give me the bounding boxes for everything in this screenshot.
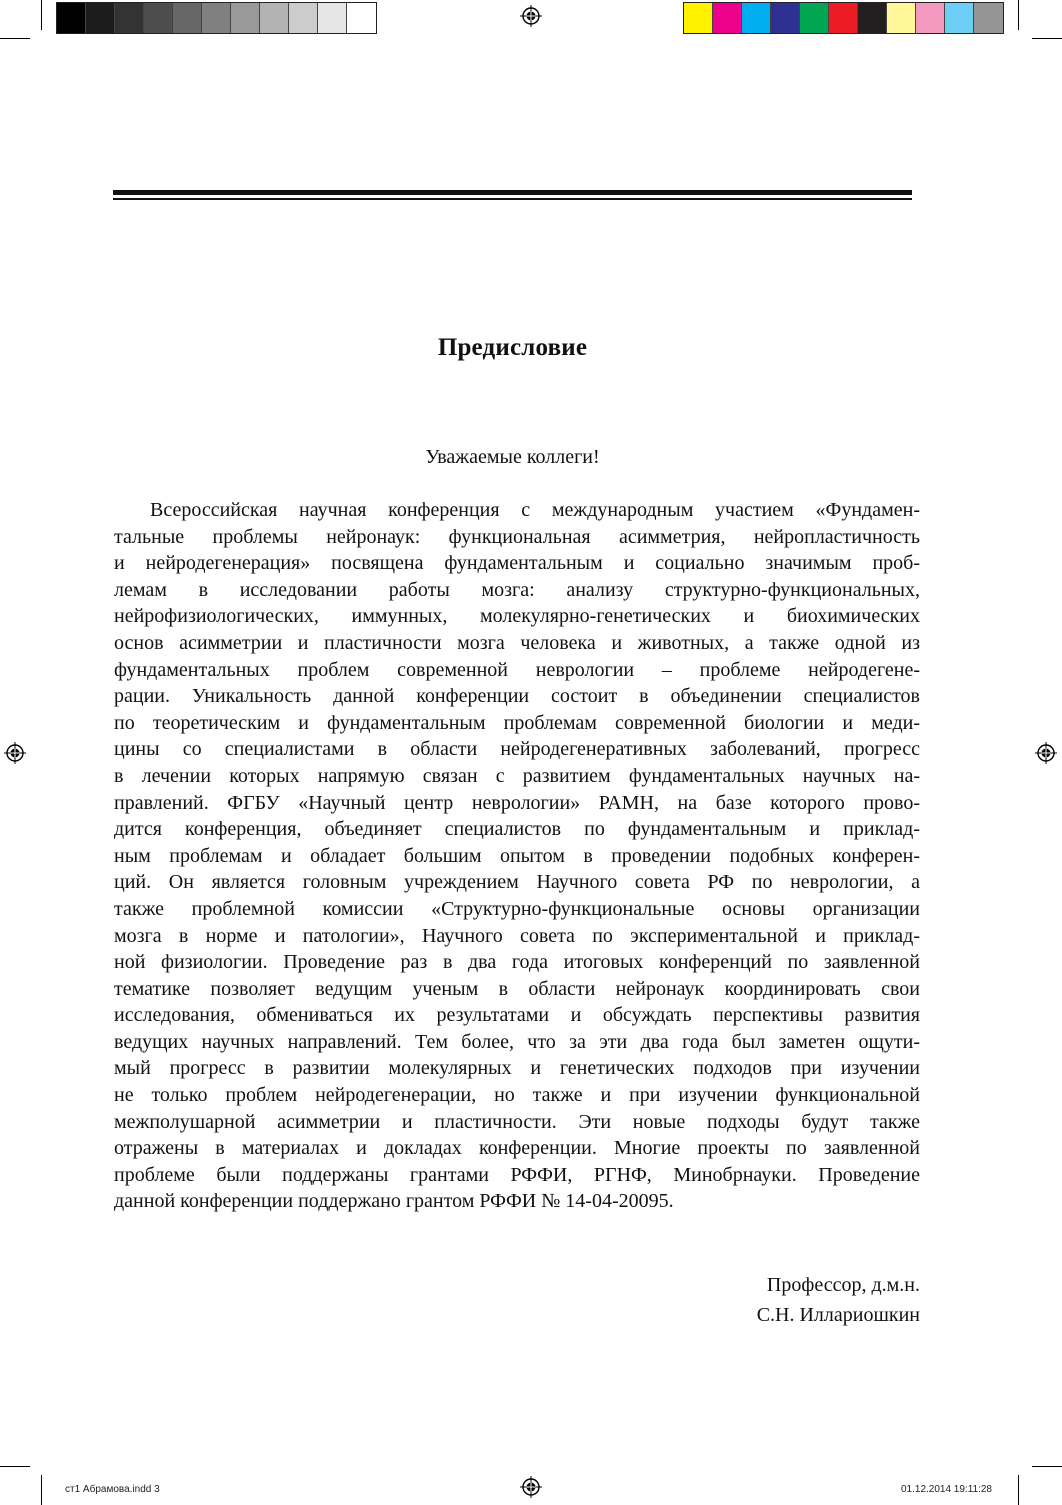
text-line: и нейродегенерация» посвящена фундаментальным и социально значимым проб-	[114, 552, 920, 575]
color-swatch	[684, 3, 713, 33]
gray-swatch	[115, 3, 144, 33]
color-swatch	[771, 3, 800, 33]
text-line: нейрофизиологических, иммунных, молекулярно-генетических и биохимических	[114, 605, 920, 628]
text-line: по теоретическим и фундаментальным проблемам современной биологии и меди-	[114, 711, 920, 734]
text-line: мый прогресс в развитии молекулярных и генетических подходов при изучении	[114, 1057, 920, 1080]
registration-mark-icon	[4, 742, 26, 764]
color-swatch	[945, 3, 974, 33]
greeting: Уважаемые коллеги!	[425, 446, 600, 468]
text-line: не только проблем нейродегенерации, но также и при изучении функциональной	[114, 1084, 920, 1107]
signature-name: С.Н. Иллариошкин	[756, 1304, 920, 1326]
color-swatch	[974, 3, 1003, 33]
color-swatch	[829, 3, 858, 33]
gray-swatch	[231, 3, 260, 33]
text-line: ной физиологии. Проведение раз в два года итоговых конференций по заявленной	[114, 951, 920, 974]
grayscale-calibration-bar	[56, 2, 377, 34]
text-line: тематике позволяет ведущим ученым в области нейронаук координировать свои	[114, 977, 920, 1000]
footer-file-name: ст1 Абрамова.indd 3	[65, 1484, 160, 1495]
gray-swatch	[347, 3, 376, 33]
text-line: данной конференции поддержано грантом РФФИ № 14-04-20095.	[114, 1190, 674, 1213]
crop-mark	[1018, 1475, 1019, 1505]
registration-mark-icon	[1035, 742, 1057, 764]
text-line: правлений. ФГБУ «Научный центр неврологии» РАМН, на базе которого прово-	[114, 791, 920, 814]
text-line: исследования, обмениваться их результатами и обсуждать перспективы развития	[114, 1004, 920, 1027]
color-swatch	[742, 3, 771, 33]
color-swatch	[800, 3, 829, 33]
gray-swatch	[202, 3, 231, 33]
crop-mark	[0, 1466, 30, 1467]
color-swatch	[713, 3, 742, 33]
text-line: рации. Уникальность данной конференции состоит в объединении специалистов	[114, 685, 920, 708]
gray-swatch	[86, 3, 115, 33]
color-swatch	[887, 3, 916, 33]
text-line: Всероссийская научная конференция с международным участием «Фундамен-	[150, 499, 920, 521]
signature-block	[757, 1270, 920, 1330]
color-calibration-bar	[683, 2, 1004, 34]
header-rule-thick	[113, 190, 912, 195]
gray-swatch	[289, 3, 318, 33]
footer-timestamp: 01.12.2014 19:11:28	[900, 1484, 992, 1495]
text-line: лемам в исследовании работы мозга: анализу структурно-функциональных,	[114, 578, 920, 601]
crop-mark	[1032, 1466, 1062, 1467]
color-swatch	[858, 3, 887, 33]
text-line: фундаментальных проблем современной неврологии – проблеме нейродегене-	[114, 658, 920, 681]
text-line: отражены в материалах и докладах конференции. Многие проекты по заявленной	[114, 1137, 920, 1160]
text-line: также проблемной комиссии «Структурно-функциональные основы организации	[114, 897, 920, 920]
text-line: ций. Он является головным учреждением Научного совета РФ по неврологии, а	[114, 871, 920, 894]
text-line: цины со специалистами в области нейродегенеративных заболеваний, прогресс	[114, 738, 920, 761]
text-line: ным проблемам и обладает большим опытом в проведении подобных конферен-	[114, 844, 920, 867]
text-line: ведущих научных направлений. Тем более, что за эти два года был заметен ощути-	[114, 1030, 920, 1053]
header-rule-thin	[113, 198, 912, 200]
body-paragraph	[114, 497, 920, 1215]
text-line: в лечении которых напрямую связан с развитием фундаментальных научных на-	[114, 764, 920, 787]
text-line: основ асимметрии и пластичности мозга человека и животных, а также одной из	[114, 631, 920, 654]
text-line: проблеме были поддержаны грантами РФФИ, РГНФ, Минобрнауки. Проведение	[114, 1163, 920, 1186]
gray-swatch	[260, 3, 289, 33]
text-line: межполушарной асимметрии и пластичности. Эти новые подходы будут также	[114, 1110, 920, 1133]
gray-swatch	[144, 3, 173, 33]
color-swatch	[916, 3, 945, 33]
registration-mark-icon	[520, 1476, 542, 1498]
gray-swatch	[57, 3, 86, 33]
text-line: дится конференция, объединяет специалистов по фундаментальным и приклад-	[114, 818, 920, 841]
gray-swatch	[173, 3, 202, 33]
crop-mark	[41, 1475, 42, 1505]
text-line: тальные проблемы нейронаук: функциональная асимметрия, нейропластичность	[114, 525, 920, 548]
crop-mark	[1018, 0, 1019, 30]
crop-mark	[1032, 38, 1062, 39]
text-line: мозга в норме и патологии», Научного совета по экспериментальной и приклад-	[114, 924, 920, 947]
signature-title: Профессор, д.м.н.	[766, 1274, 920, 1296]
registration-mark-icon	[520, 5, 542, 27]
crop-mark	[41, 0, 42, 30]
crop-mark	[0, 38, 30, 39]
gray-swatch	[318, 3, 347, 33]
page-title: Предисловие	[437, 334, 588, 361]
